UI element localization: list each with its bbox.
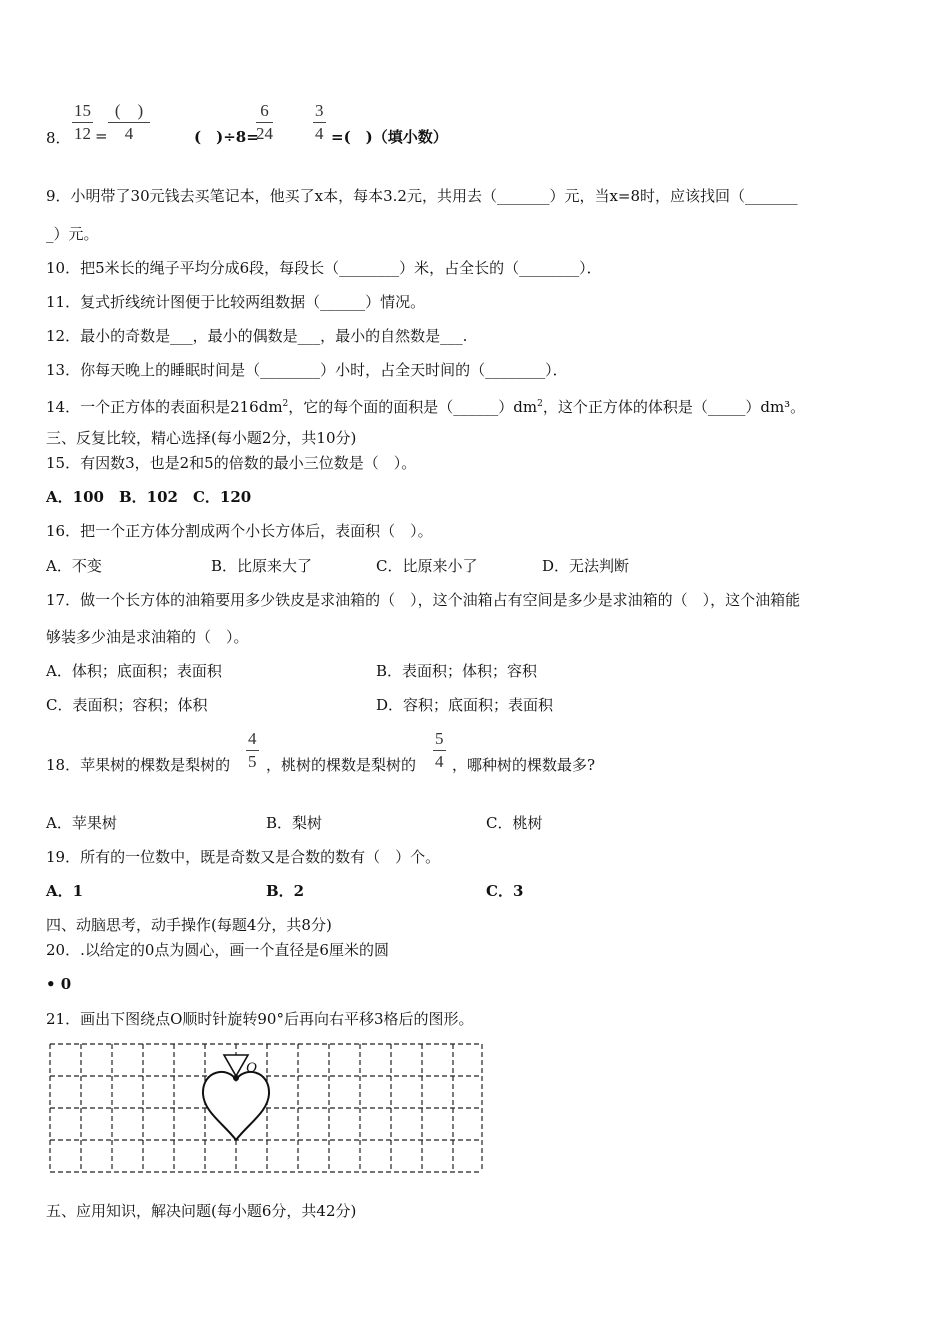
q17-option-a: A．体积；底面积；表面积	[46, 662, 222, 680]
section-5-heading: 五、应用知识，解决问题(每小题6分，共42分)	[46, 1202, 357, 1220]
q16-option-d: D．无法判断	[542, 557, 630, 575]
q18-fraction-2	[433, 728, 446, 773]
q21-stem: 21．画出下图绕点O顺时针旋转90°后再向右平移3格后的图形。	[46, 1010, 474, 1028]
q8-equals: =	[95, 127, 108, 145]
q12: 12．最小的奇数是___，最小的偶数是___，最小的自然数是___.	[46, 327, 468, 345]
q9-line-1: 9．小明带了30元钱去买笔记本，他买了x本，每本3.2元，共用去（_______）元，当x=8时，应该找回（_______	[46, 187, 798, 205]
q8-fraction-4	[313, 100, 326, 145]
q14-superscript-1: 2	[282, 399, 289, 409]
point-o-dot	[233, 1075, 239, 1081]
q18-fraction-1-denominator: 5	[248, 752, 257, 771]
heart-shape	[203, 1072, 269, 1140]
q14-part-c: ，这个正方体的体积是（_____）dm³。	[542, 398, 806, 416]
q17-line-2: 够装多少油是求油箱的（ ）。	[46, 628, 249, 646]
q8-fraction-3-numerator: 6	[256, 100, 273, 123]
q19-option-b: B．2	[266, 882, 305, 900]
q18-post-text: ，哪种树的棵数最多?	[452, 756, 596, 774]
q17-option-c: C．表面积；容积；体积	[46, 696, 208, 714]
q14-part-a: 14．一个正方体的表面积是216dm	[46, 398, 283, 416]
section-4-heading: 四、动脑思考，动手操作(每题4分，共8分)	[46, 916, 332, 934]
q18-fraction-2-numerator: 5	[433, 728, 446, 751]
q14-superscript-2: 2	[537, 399, 543, 409]
q8-fraction-1	[72, 100, 93, 145]
q8-fraction-1-denominator: 12	[74, 124, 91, 143]
q18-option-c: C．桃树	[486, 814, 543, 832]
q8-fraction-3-denominator: 24	[256, 124, 273, 143]
q17-option-b: B．表面积；体积；容积	[376, 662, 538, 680]
q18-option-b: B．梨树	[266, 814, 323, 832]
q8-middle-text: ( )÷8=	[194, 128, 259, 146]
q8-fraction-1-numerator: 15	[72, 100, 93, 123]
q16-option-b: B．比原来大了	[211, 557, 313, 575]
q19-stem: 19．所有的一位数中，既是奇数又是合数的数有（ ）个。	[46, 848, 441, 866]
q14-part-b: ，它的每个面的面积是（______）dm	[288, 398, 538, 416]
q19-option-c: C．3	[486, 882, 524, 900]
q18-mid-text: ，桃树的棵数是梨树的	[266, 756, 417, 774]
q16-option-a: A．不变	[46, 557, 102, 575]
q8-tail-text: =( )（填小数）	[331, 128, 448, 146]
q17-option-d: D．容积；底面积；表面积	[376, 696, 554, 714]
q13: 13．你每天晚上的睡眠时间是（________）小时，占全天时间的（________）．	[46, 361, 568, 379]
q18-option-a: A．苹果树	[46, 814, 117, 832]
dashed-grid-lines	[50, 1044, 482, 1172]
section-3-heading: 三、反复比较，精心选择(每小题2分，共10分)	[46, 429, 357, 447]
q8-fraction-4-denominator: 4	[315, 124, 324, 143]
point-o-label: O	[246, 1060, 257, 1076]
q11: 11．复式折线统计图便于比较两组数据（______）情况。	[46, 293, 426, 311]
q20-stem: 20．.以给定的0点为圆心，画一个直径是6厘米的圆	[46, 941, 389, 959]
q8-fraction-2	[108, 100, 150, 145]
q16-option-c: C．比原来小了	[376, 557, 478, 575]
q8-fraction-3	[256, 100, 273, 145]
q19-option-a: A．1	[46, 882, 84, 900]
q14	[46, 394, 805, 417]
q15-options: A．100 B．102 C．120	[46, 488, 252, 506]
q16-stem: 16．把一个正方体分割成两个小长方体后，表面积（ ）。	[46, 522, 433, 540]
q20-center-point: • 0	[46, 975, 72, 993]
q18-fraction-1	[246, 728, 259, 773]
q18-fraction-1-numerator: 4	[246, 728, 259, 751]
q15-stem: 15．有因数3，也是2和5的倍数的最小三位数是（ ）。	[46, 454, 417, 472]
q8-number: 8．	[46, 129, 71, 147]
q21-grid-figure	[48, 1042, 488, 1178]
q8-fraction-4-numerator: 3	[313, 100, 326, 123]
q9-line-2: _）元。	[46, 225, 99, 243]
q8-fraction-2-numerator: ( )	[108, 100, 150, 123]
q18-fraction-2-denominator: 4	[435, 752, 444, 771]
q17-line-1: 17．做一个长方体的油箱要用多少铁皮是求油箱的（ ），这个油箱占有空间是多少是求油箱的（ ），这个油箱能	[46, 591, 801, 609]
q18-pre-text: 18．苹果树的棵数是梨树的	[46, 756, 231, 774]
q10: 10．把5米长的绳子平均分成6段，每段长（________）米，占全长的（________）．	[46, 259, 602, 277]
q8-fraction-2-denominator: 4	[124, 124, 134, 143]
